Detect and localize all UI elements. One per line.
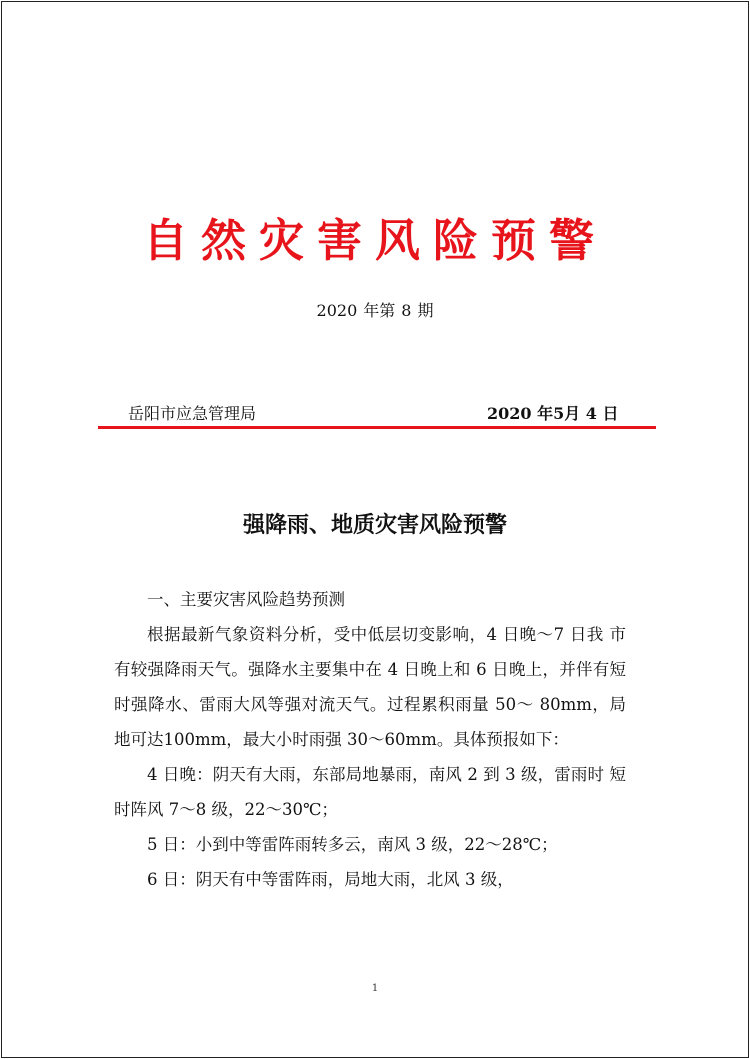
paragraph: 5 日：小到中等雷阵雨转多云，南风 3 级，22～28℃； (147, 835, 558, 854)
paragraph: 4 日晚：阴天有大雨，东部局地暴雨，南风 2 到 3 级，雷雨时 短时阵风 7～8 级，22～30℃； (114, 765, 626, 819)
red-divider (98, 426, 656, 429)
masthead-title: 自然灾害风险预警 (142, 214, 607, 267)
issue-year: 2020 (316, 301, 358, 320)
issue-line (0, 298, 750, 324)
issue-end: 期 (417, 301, 434, 320)
issue-date: 2020 年5月 4 日 (487, 404, 619, 423)
issue-number: 8 (401, 301, 412, 320)
page-number: 1 (371, 983, 379, 994)
document-heading: 强降雨、地质灾害风险预警 (242, 513, 507, 538)
paragraph: 根据最新气象资料分析，受中低层切变影响，4 日晚～7 日我 市有较强降雨天气。强降水主要集中在 4 日晚上和 6 日晚上，并伴有短时强降水、雷雨大风等强对流天气。过程累积雨量 50～ 80mm，局地可达100mm，最大小时雨强 30～60mm。具体预报如下： (114, 625, 626, 749)
issuer-name: 岳阳市应急管理局 (128, 404, 257, 423)
document-body (114, 582, 626, 897)
section-heading: 一、主要灾害风险趋势预测 (147, 590, 345, 609)
issue-mid: 年第 (363, 301, 396, 320)
paragraph: 6 日：阴天有中等雷阵雨，局地大雨，北风 3 级， (147, 870, 514, 889)
